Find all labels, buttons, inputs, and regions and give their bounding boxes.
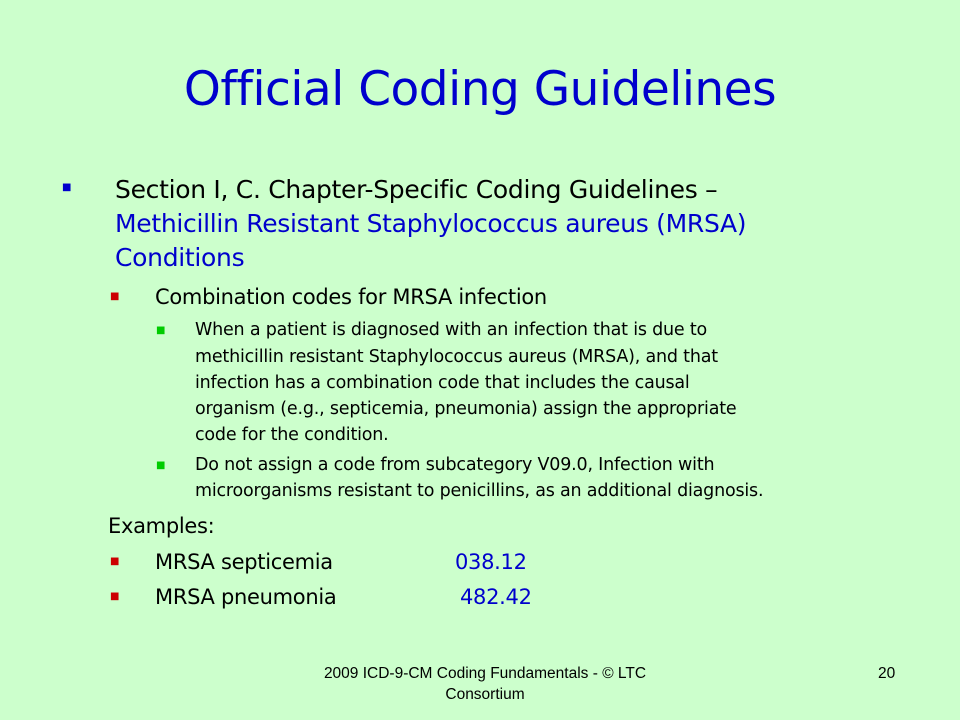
detail1-line3: infection has a combination code that includes the causal xyxy=(195,373,690,393)
detail2-line2: microorganisms resistant to penicillins, as an additional diagnosis. xyxy=(195,481,764,501)
section-subheading-line2: Conditions xyxy=(115,243,245,272)
detail1-line4: organism (e.g., septicemia, pneumonia) assign the appropriate xyxy=(195,399,737,419)
slide-title: Official Coding Guidelines xyxy=(183,62,777,117)
square-bullet-icon: ■ xyxy=(110,556,120,567)
subpoint: Combination codes for MRSA infection xyxy=(155,285,547,309)
example-code: 482.42 xyxy=(460,585,532,609)
square-bullet-icon: ■ xyxy=(156,460,166,471)
detail1-line2: methicillin resistant Staphylococcus aureus (MRSA), and that xyxy=(195,347,718,367)
square-bullet-icon: ■ xyxy=(156,325,166,336)
section-heading: Section I, C. Chapter-Specific Coding Guidelines – xyxy=(115,175,718,204)
example-condition: MRSA septicemia xyxy=(155,550,333,574)
footer-line1: 2009 ICD-9-CM Coding Fundamentals - © LTC xyxy=(323,665,647,682)
example-code: 038.12 xyxy=(455,550,527,574)
detail1-line1: When a patient is diagnosed with an infection that is due to xyxy=(195,320,708,340)
page-number: 20 xyxy=(878,665,896,682)
square-bullet-icon: ■ xyxy=(110,291,120,302)
examples-label: Examples: xyxy=(108,514,215,538)
square-bullet-icon: ■ xyxy=(62,182,72,193)
square-bullet-icon: ■ xyxy=(110,591,120,602)
example-condition: MRSA pneumonia xyxy=(155,585,337,609)
detail2-line1: Do not assign a code from subcategory V09.0, Infection with xyxy=(195,455,715,475)
footer-line2: Consortium xyxy=(445,686,525,703)
detail1-line5: code for the condition. xyxy=(195,425,389,445)
section-subheading-line1: Methicillin Resistant Staphylococcus aureus (MRSA) xyxy=(115,209,747,238)
footer xyxy=(250,663,720,705)
